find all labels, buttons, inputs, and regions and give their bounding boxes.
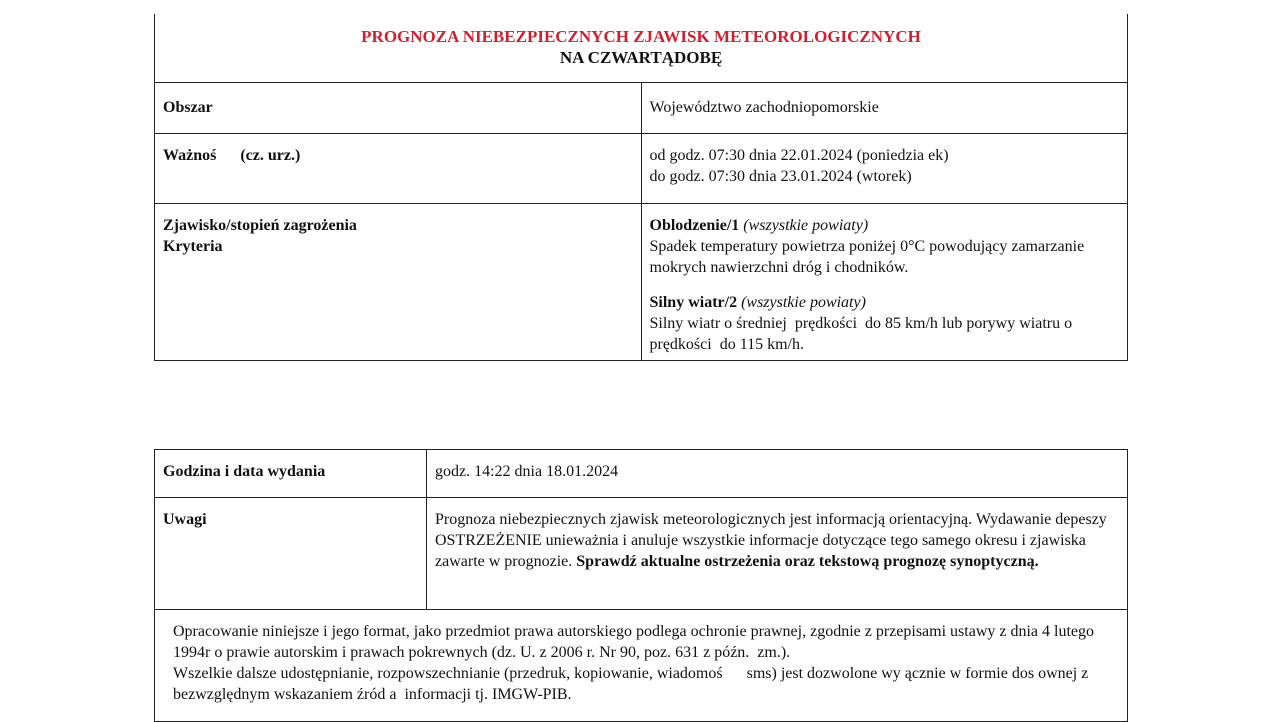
area-label: Obszar xyxy=(155,83,642,134)
issue-value: godz. 14:22 dnia 18.01.2024 xyxy=(427,450,1128,498)
validity-from: od godz. 07:30 dnia 22.01.2024 (poniedzia ek) xyxy=(649,147,949,164)
validity-label: Ważnoś (cz. urz.) xyxy=(155,134,642,204)
phenomenon-item xyxy=(650,215,1120,278)
document-title: PROGNOZA NIEBEZPIECZNYCH ZJAWISK METEOROLOGICZNYCH xyxy=(361,27,921,46)
table-row xyxy=(155,134,1128,204)
phenomenon-name: Oblodzenie/1 xyxy=(649,217,740,234)
phenomenon-label-line2: Kryteria xyxy=(163,238,223,255)
table-row xyxy=(155,83,1128,134)
phenomenon-label xyxy=(155,204,642,361)
issue-label: Godzina i data wydania xyxy=(155,450,427,498)
forecast-table-bottom xyxy=(154,449,1128,722)
forecast-table-top xyxy=(154,14,1128,361)
phenomenon-name: Silny wiatr/2 xyxy=(649,294,738,311)
table-row xyxy=(155,204,1128,361)
phenomenon-label-line1: Zjawisko/stopień zagrożenia xyxy=(163,217,357,234)
forecast-footer-table xyxy=(154,449,1128,722)
title-cell xyxy=(155,14,1128,83)
title-row xyxy=(155,14,1128,83)
validity-value xyxy=(641,134,1128,204)
notes-text: Prognoza niebezpiecznych zjawisk meteorologicznych jest informacją orientacyjną. Wydawanie depeszy OSTRZEŻENIE unieważnia i anuluje wszystkie informacje dotyczące tego samego okresu i zjawiska zawarte w prognozie. xyxy=(435,511,1107,570)
validity-to: do godz. 07:30 dnia 23.01.2024 (wtorek) xyxy=(649,168,912,185)
copyright-line2: Wszelkie dalsze udostępnianie, rozpowszechnianie (przedruk, kopiowanie, wiadomoś sms) jest dozwolone wy ącznie w formie dos ownej z bezwzględnym wskazaniem źród a informacji tj. IMGW-PIB. xyxy=(173,665,1093,703)
table-row xyxy=(155,610,1128,722)
phenomenon-description: Spadek temperatury powietrza poniżej 0°C powodujący zamarzanie mokrych nawierzchni dróg i chodników. xyxy=(649,238,1085,276)
copyright-line1: Opracowanie niniejsze i jego format, jako przedmiot prawa autorskiego podlega ochronie prawnej, zgodnie z przepisami ustawy z dnia 4 lutego 1994r o prawie autorskim i prawach pokrewnych (dz. U. z 2006 r. Nr 90, poz. 631 z późn. zm.). xyxy=(173,623,1099,661)
area-value: Województwo zachodniopomorskie xyxy=(641,83,1128,134)
phenomenon-item xyxy=(650,292,1120,355)
phenomenon-scope: (wszystkie powiaty) xyxy=(741,294,866,311)
notes-bold-text: Sprawdź aktualne ostrzeżenia oraz tekstową prognozę synoptyczną. xyxy=(576,553,1039,570)
document-subtitle: NA CZWARTĄDOBĘ xyxy=(559,48,723,67)
phenomenon-value xyxy=(641,204,1128,361)
phenomenon-scope: (wszystkie powiaty) xyxy=(743,217,869,234)
table-row xyxy=(155,498,1128,610)
phenomenon-description: Silny wiatr o średniej prędkości do 85 km/h lub porywy wiatru o prędkości do 115 km/h. xyxy=(649,315,1077,353)
table-row xyxy=(155,450,1128,498)
notes-label: Uwagi xyxy=(155,498,427,610)
copyright-cell xyxy=(155,610,1128,722)
forecast-header-table xyxy=(154,14,1128,361)
notes-value xyxy=(427,498,1128,610)
